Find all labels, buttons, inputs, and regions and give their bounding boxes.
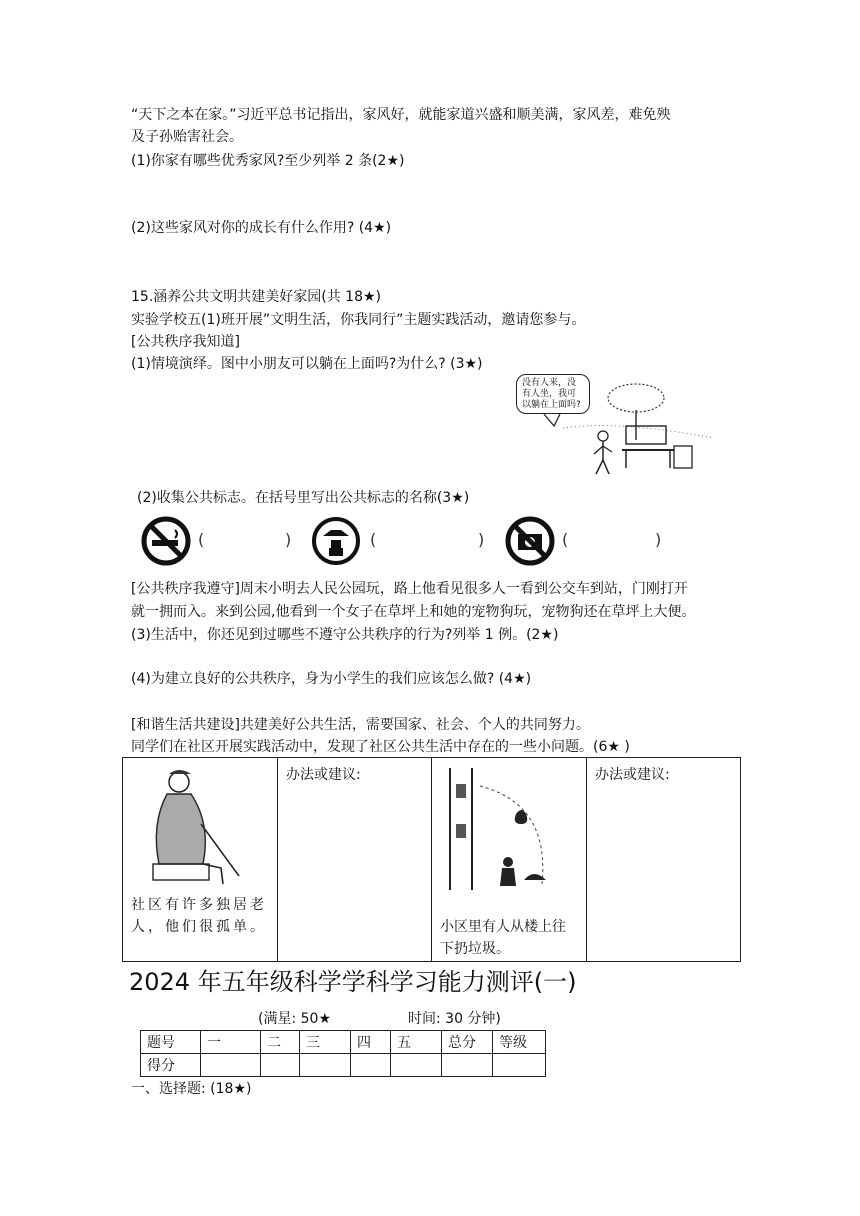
q14-sub1: (1)你家有哪些优秀家风?至少列举 2 条(2★) [131,153,405,169]
answer-paren-open-3: ( [562,530,569,549]
score-header-cell: 五 [391,1031,442,1054]
score-header-cell: 一 [201,1031,261,1054]
suggestion-label-2: 办法或建议: [595,767,670,783]
drinking-water-sign-icon [311,516,361,566]
elderly-person-illustration [131,764,261,894]
answer-paren-close-3: ) [655,530,662,549]
score-input-cell[interactable] [351,1054,391,1077]
q15-sub1: (1)情境演绎。图中小朋友可以躺在上面吗?为什么? (3★) [131,356,483,372]
q15-section3-line-1: [和谐生活共建设]共建美好公共生活，需要国家、社会、个人的共同努力。 [131,717,590,733]
q15-section3-line-2: 同学们在社区开展实践活动中，发现了社区公共生活中存在的一些小问题。(6★ ) [131,739,630,755]
score-input-cell[interactable] [493,1054,546,1077]
bench-drawing [508,368,718,483]
score-header-cell: 三 [300,1031,351,1054]
score-input-cell[interactable] [442,1054,493,1077]
intro-line-2: 及子孙贻害社会。 [131,129,243,145]
score-row-label: 得分 [141,1054,201,1077]
science-test-title: 2024 年五年级科学学科学习能力测评(一) [129,968,577,996]
bench-scene-illustration [508,368,718,483]
score-input-cell[interactable] [261,1054,300,1077]
q15-title: 15.涵养公共文明共建美好家园(共 18★) [131,289,382,305]
score-header-cell: 四 [351,1031,391,1054]
score-table-header-row [141,1031,546,1054]
q15-sub4: (4)为建立良好的公共秩序，身为小学生的我们应该怎么做? (4★) [131,671,532,687]
suggestion-cell-2[interactable] [587,758,741,962]
community-problems-table [122,757,741,962]
q15-section2-line-2: 就一拥而入。来到公园,他看到一个女子在草坪上和她的宠物狗玩，宠物狗还在草坪上大便。 [131,604,696,620]
score-input-cell[interactable] [300,1054,351,1077]
score-header-cell: 二 [261,1031,300,1054]
elderly-cell [123,758,278,962]
full-score-note: (满星: 50★ [258,1011,331,1027]
answer-paren-close-1: ) [285,530,292,549]
q15-section-heading-1: [公共秩序我知道] [131,334,240,350]
speech-bubble: 没有人来，没有人坐，我可以躺在上面吗? [516,374,590,414]
score-table [140,1030,546,1077]
answer-paren-close-2: ) [478,530,485,549]
suggestion-cell-1[interactable] [278,758,432,962]
suggestion-label-1: 办法或建议: [286,767,361,783]
litter-illustration [440,764,575,894]
litter-caption: 小区里有人从楼上往下扔垃圾。 [440,919,566,958]
score-header-cell: 等级 [493,1031,546,1054]
answer-paren-open-1: ( [198,530,205,549]
no-smoking-sign-icon [141,516,191,566]
score-input-cell[interactable] [201,1054,261,1077]
intro-line-1: “天下之本在家。”习近平总书记指出，家风好，就能家道兴盛和顺美满，家风差，难免殃 [131,107,671,123]
elderly-caption: 社区有许多独居老人，他们很孤单。 [131,897,267,936]
litter-cell [432,758,587,962]
q15-section2-line-1: [公共秩序我遵守]周末小明去人民公园玩，路上他看见很多人一看到公交车到站，门刚打开 [131,581,688,597]
section-choice-heading: 一、选择题: (18★) [131,1081,252,1097]
score-table-row [141,1054,546,1077]
q15-sub3: (3)生活中，你还见到过哪些不遵守公共秩序的行为?列举 1 例。(2★) [131,627,559,643]
answer-paren-open-2: ( [370,530,377,549]
score-header-cell: 总分 [442,1031,493,1054]
time-note: 时间: 30 分钟) [408,1011,501,1027]
q14-sub2: (2)这些家风对你的成长有什么作用? (4★) [131,220,392,236]
q15-intro: 实验学校五(1)班开展”文明生活，你我同行”主题实践活动，邀请您参与。 [131,312,586,328]
no-photography-sign-icon [505,516,555,566]
score-input-cell[interactable] [391,1054,442,1077]
q15-sub2: (2)收集公共标志。在括号里写出公共标志的名称(3★) [137,490,470,506]
score-header-cell: 题号 [141,1031,201,1054]
